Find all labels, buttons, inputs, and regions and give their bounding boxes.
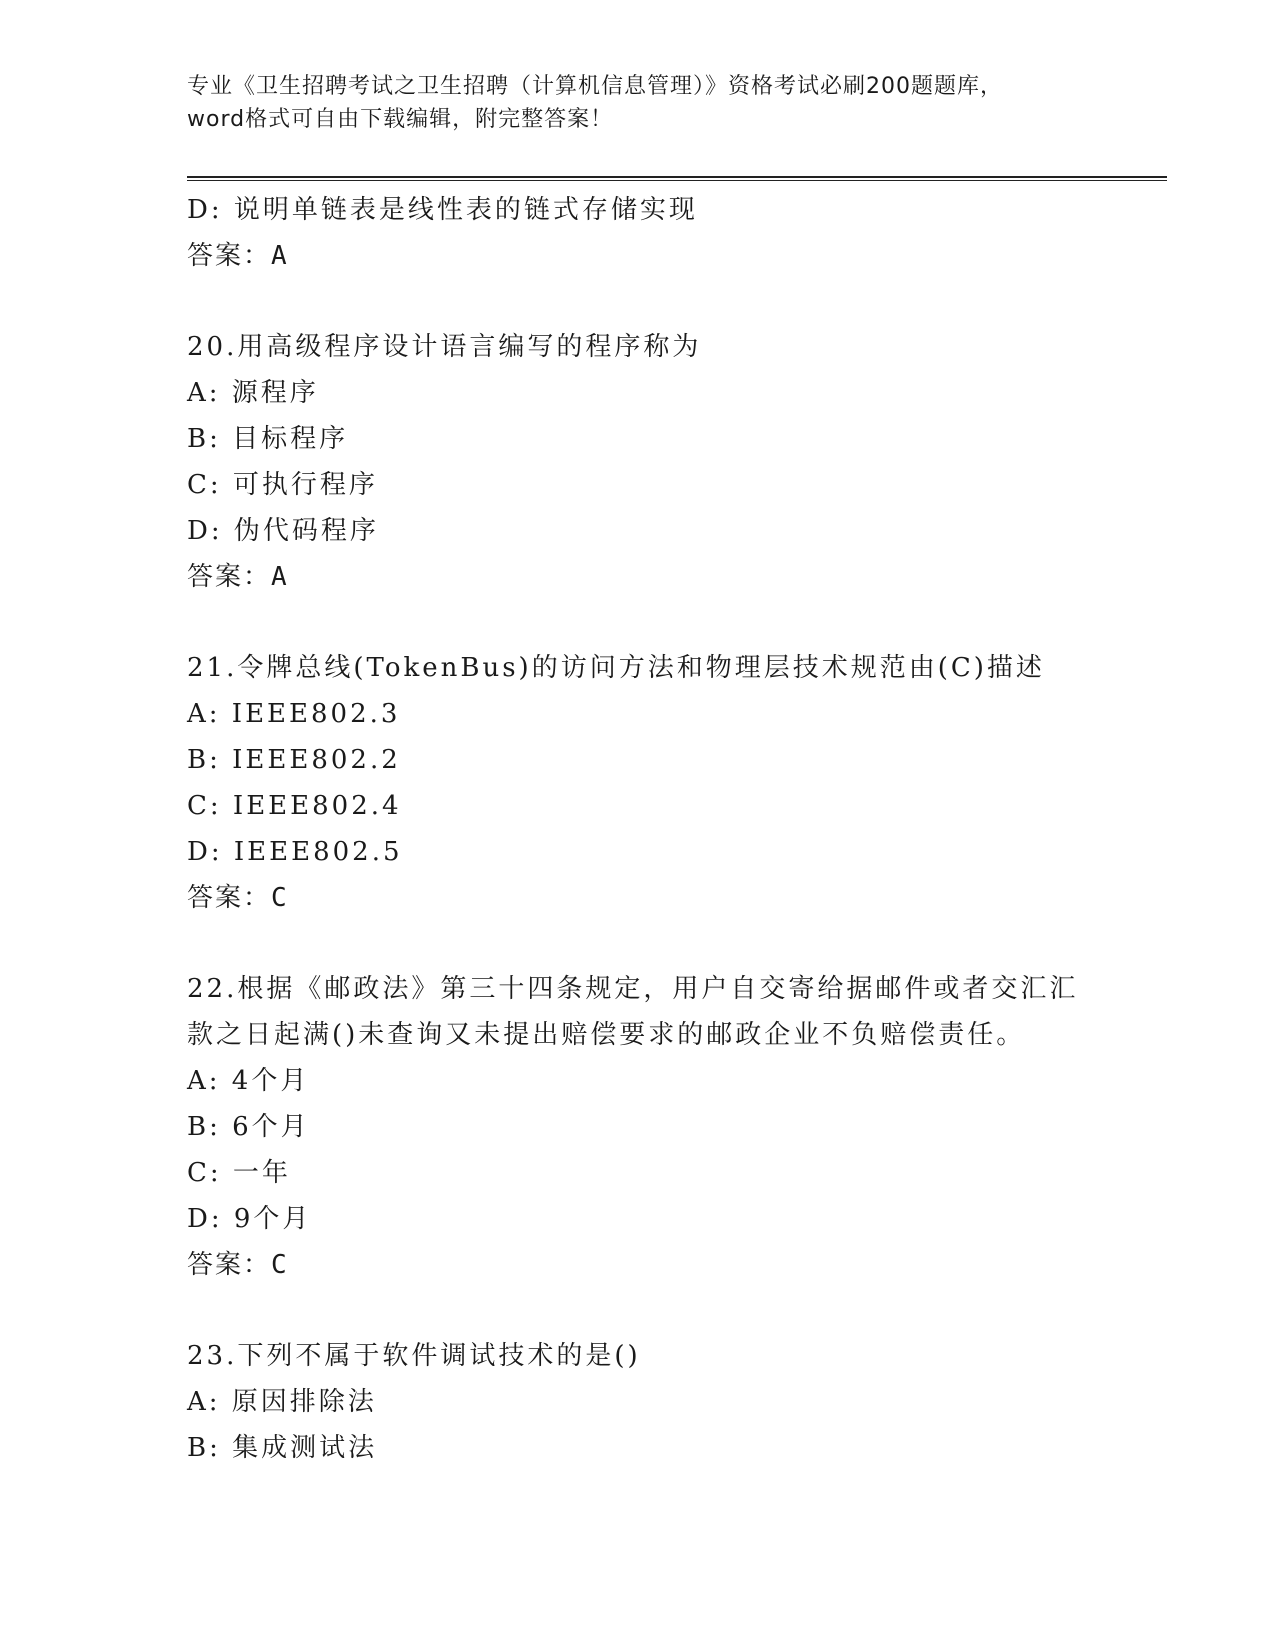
header-divider bbox=[187, 176, 1167, 181]
question-stem: 23.下列不属于软件调试技术的是() bbox=[187, 1341, 641, 1371]
option-a: A: 源程序 bbox=[187, 378, 319, 408]
option-d: D: 伪代码程序 bbox=[187, 516, 379, 546]
option-c: C: 可执行程序 bbox=[187, 470, 378, 500]
option-d: D: 9个月 bbox=[187, 1204, 312, 1234]
option-a: A: 4个月 bbox=[187, 1066, 310, 1096]
question-stem: 20.用高级程序设计语言编写的程序称为 bbox=[187, 332, 702, 362]
option-b: B: 目标程序 bbox=[187, 424, 349, 454]
spacer bbox=[187, 279, 1167, 324]
answer-line bbox=[187, 1242, 1167, 1288]
option-b: B: 集成测试法 bbox=[187, 1433, 378, 1463]
document-page bbox=[187, 70, 1167, 1471]
document-header bbox=[187, 70, 1167, 136]
question-22 bbox=[187, 966, 1167, 1288]
option-d: D: IEEE802.5 bbox=[187, 837, 403, 867]
answer-value: C bbox=[271, 1250, 289, 1280]
question-stem-line-1: 22.根据《邮政法》第三十四条规定，用户自交寄给据邮件或者交汇汇 bbox=[187, 974, 1079, 1004]
answer-label: 答案： bbox=[187, 883, 272, 913]
option-a: A: 原因排除法 bbox=[187, 1387, 377, 1417]
question-20 bbox=[187, 324, 1167, 600]
answer-label: 答案： bbox=[187, 1250, 272, 1280]
question-21 bbox=[187, 645, 1167, 921]
answer-label: 答案： bbox=[187, 241, 272, 271]
header-line-2: word格式可自由下载编辑，附完整答案！ bbox=[187, 107, 614, 132]
answer-label: 答案： bbox=[187, 562, 272, 592]
spacer bbox=[187, 921, 1167, 966]
answer-value: C bbox=[271, 883, 289, 913]
option-c: C: IEEE802.4 bbox=[187, 791, 402, 821]
question-23 bbox=[187, 1333, 1167, 1471]
question-stem-line-2: 款之日起满()未查询又未提出赔偿要求的邮政企业不负赔偿责任。 bbox=[187, 1020, 1026, 1050]
header-line-1: 专业《卫生招聘考试之卫生招聘（计算机信息管理）》资格考试必刷200题题库， bbox=[187, 74, 1003, 99]
spacer bbox=[187, 600, 1167, 645]
answer-line bbox=[187, 875, 1167, 921]
question-list bbox=[187, 187, 1167, 1471]
answer-value: A bbox=[271, 562, 289, 592]
option-d: D: 说明单链表是线性表的链式存储实现 bbox=[187, 195, 698, 225]
answer-line bbox=[187, 233, 1167, 279]
answer-value: A bbox=[271, 241, 289, 271]
option-b: B: 6个月 bbox=[187, 1112, 310, 1142]
option-c: C: 一年 bbox=[187, 1158, 291, 1188]
spacer bbox=[187, 1288, 1167, 1333]
question-stem: 21.令牌总线(TokenBus)的访问方法和物理层技术规范由(C)描述 bbox=[187, 653, 1045, 683]
option-a: A: IEEE802.3 bbox=[187, 699, 401, 729]
answer-line bbox=[187, 554, 1167, 600]
option-b: B: IEEE802.2 bbox=[187, 745, 401, 775]
